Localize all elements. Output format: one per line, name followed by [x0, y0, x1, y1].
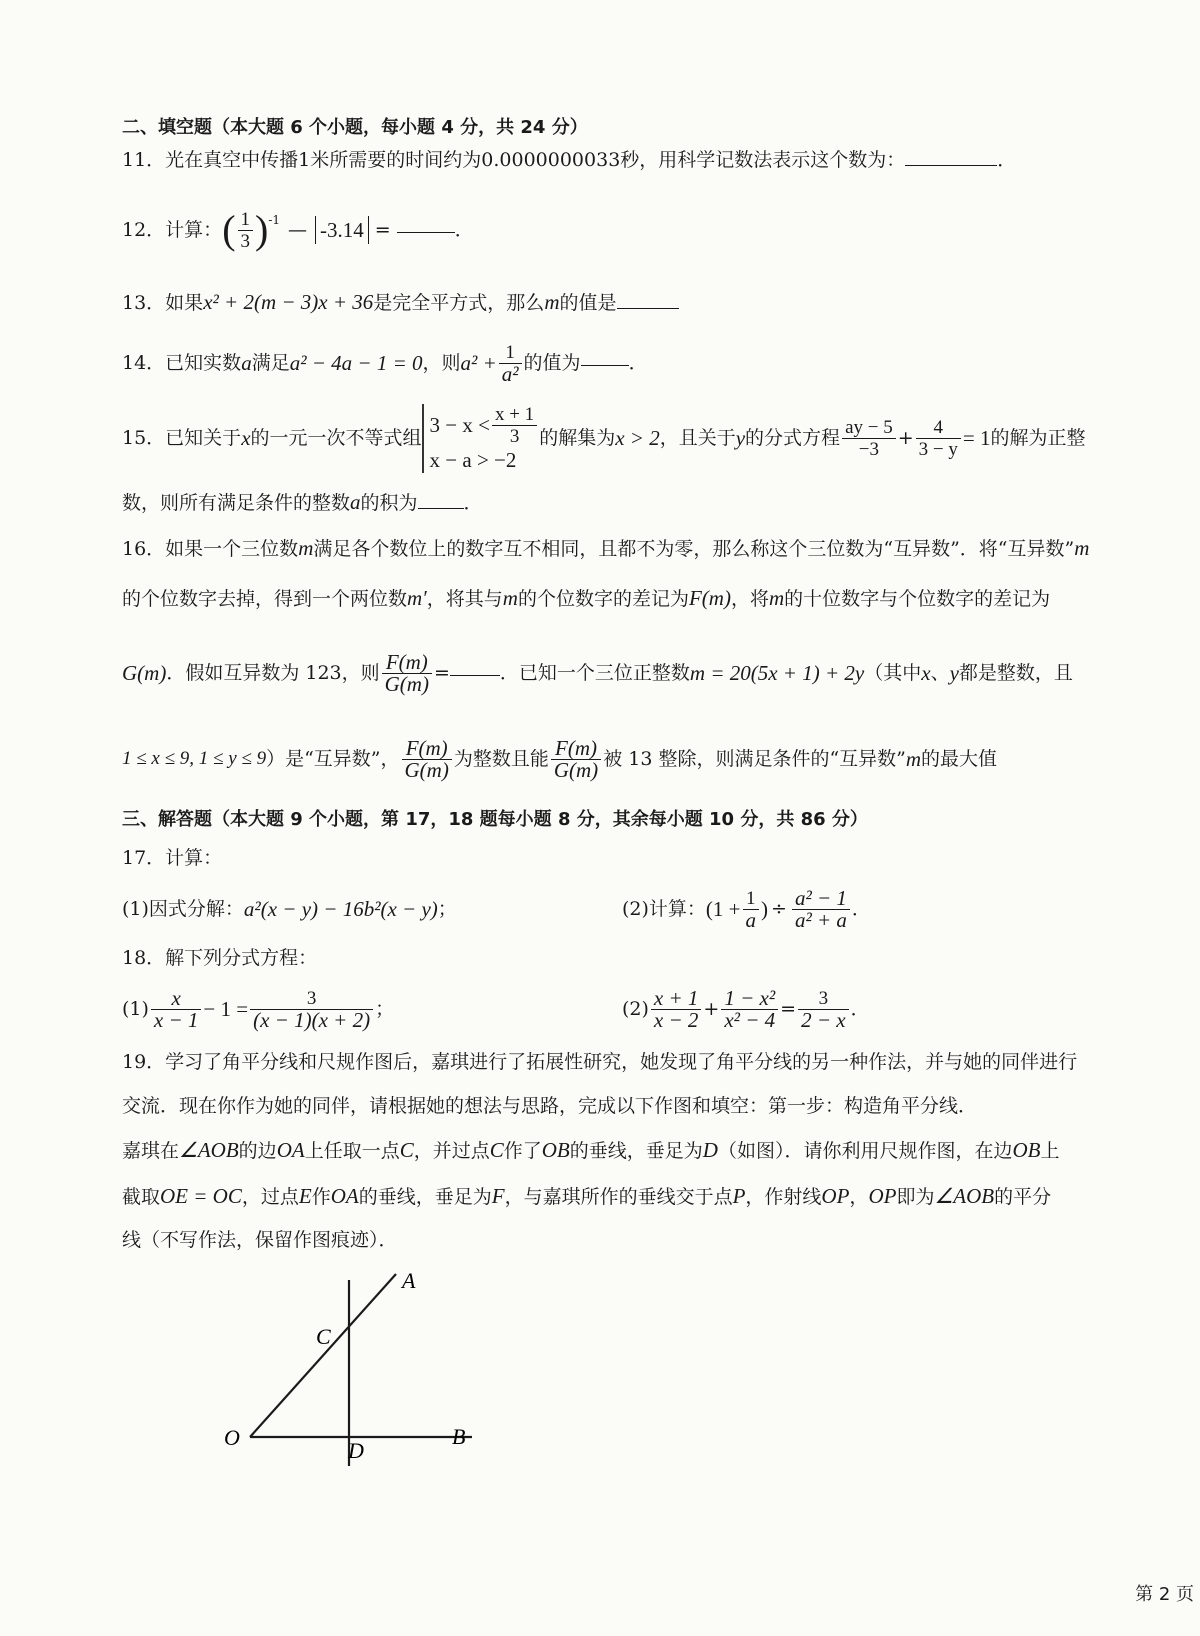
question-14: 14．已知实数 a 满足 a² − 4a − 1 = 0 ，则 a² + $\frac{1}{\text{a²}}$ 的值为 ．: [122, 341, 648, 386]
answer-blank: [581, 361, 629, 366]
label-A: A: [402, 1268, 416, 1293]
answer-blank: [418, 504, 464, 509]
q12-prefix: 12．计算：: [122, 219, 223, 241]
question-19-line-5: 线（不写作法，保留作图痕迹）．: [122, 1229, 398, 1251]
question-19: 19．学习了角平分线和尺规作图后，嘉琪进行了拓展性研究，她发现了角平分线的另一种作法，并与她的同伴进行: [122, 1051, 1078, 1073]
q12-abs: -3.14: [315, 216, 369, 244]
q15-fraction-1: $\frac{ay - 5}{-3}$: [842, 417, 896, 460]
question-18-title: 18．解下列分式方程：: [122, 947, 318, 969]
label-C: C: [316, 1324, 331, 1349]
question-19-line-4: 截取OE = OC，过点E作OA的垂线，垂足为F，与嘉琪所作的垂线交于点P，作射线OP，OP即为∠AOB的平分: [122, 1184, 1052, 1208]
question-13: 13．如果x² + 2(m − 3)x + 36是完全平方式，那么m的值是: [122, 290, 679, 315]
question-16-line-3: G(m) ．假如互异数为 123，则 $\frac{F(m)}{G(m)}$ = ．已知一个三位正整数 m = 20(5x + 1) + 2y （其中 x 、 y 都是整数，且: [122, 649, 1073, 696]
q12-fraction: $\frac{1}{3}$: [238, 209, 254, 252]
q13-expression: x² + 2(m − 3)x + 36: [203, 290, 374, 314]
question-19-line-3: 嘉琪在∠AOB的边OA上任取一点C，并过点C作了OB的垂线，垂足为D（如图）．请你利用尺规作图，在边OB上: [122, 1138, 1060, 1162]
section2-heading: 二、填空题（本大题 6 个小题，每小题 4 分，共 24 分）: [122, 117, 588, 138]
page-number: 第 2 页: [1135, 1584, 1194, 1605]
answer-blank: [905, 161, 997, 166]
question-16-line-2: 的个位数字去掉，得到一个两位数m′，将其与m的个位数字的差记为F(m)，将m的十位数字与个位数字的差记为: [122, 586, 1051, 610]
q17-part2: (2)计算： (1 + $\frac{1}{a}$ ) ÷ $\frac{\text{a² − 1}}{\text{a² + a}}$ ．: [622, 885, 871, 932]
q14-fraction: $\frac{1}{\text{a²}}$: [499, 342, 522, 385]
label-O: O: [224, 1425, 240, 1450]
question-18-parts: (1) $\frac{x}{x - 1}$ − 1 = $\frac{3}{(x - 1)(x + 2)}$ ； (2) $\frac{x + 1}{x - 2}$ + $\frac{\text{1 − x²}}{\text{x² − 4}}$ = $\frac{3}{2 - x}$ ．: [122, 985, 870, 1032]
answer-blank: [397, 228, 455, 233]
q15-inequality-system: 3 − x < $\frac{x + 1}{3}$ x − a > −2: [422, 404, 540, 473]
question-16-line-4: 1 ≤ x ≤ 9, 1 ≤ y ≤ 9 ）是“互异数”， $\frac{F(m)}{G(m)}$ 为整数且能 $\frac{F(m)}{G(m)}$ 被 13 整除，则满足条件的“互异数” m 的最大值: [122, 735, 998, 782]
answer-blank: [617, 304, 679, 309]
q15-fraction-2: $\frac{4}{3 - y}$: [916, 417, 961, 460]
label-D: D: [348, 1438, 364, 1463]
question-17-title: 17．计算：: [122, 847, 223, 869]
q12-exponent: -1: [268, 213, 281, 227]
q14-equation: a² − 4a − 1 = 0: [289, 351, 423, 375]
question-16: 16．如果一个三位数m满足各个数位上的数字互不相同，且都不为零，那么称这个三位数为“互异数”．将“互异数”m: [122, 536, 1090, 560]
q11-text: 11．光在真空中传播1米所需要的时间约为0.0000000033秒，用科学记数法表示这个数为：: [122, 149, 906, 171]
label-B: B: [452, 1424, 466, 1449]
question-15-line-2: 数，则所有满足条件的整数a的积为 ．: [122, 490, 483, 514]
angle-figure: [220, 1260, 500, 1490]
answer-blank: [450, 671, 500, 676]
question-12: 12．计算： ( $\frac{1}{3}$ ) $^{-1}$ — -3.14 = ．: [122, 207, 474, 252]
q17-part1-expression: a²(x − y) − 16b²(x − y): [243, 897, 438, 921]
question-19-line-2: 交流．现在你作为她的同伴，请根据她的想法与思路，完成以下作图和填空：第一步：构造角平分线．: [122, 1095, 978, 1117]
question-17-parts: (1)因式分解： a²(x − y) − 16b²(x − y) ； (2)计算： (1 + $\frac{1}{a}$ ) ÷ $\frac{\text{a² − 1}}{\text{a² + a}}$ ．: [122, 885, 871, 932]
question-15: 15．已知关于 x 的一元一次不等式组 3 − x < $\frac{x + 1}{3}$ x − a > −2 的解集为 x > 2 ，且关于 y 的分式方程 $\frac{ay - 5}{-3}$ + $\frac{4}{3 - y}$ = 1 的解为正整: [122, 403, 1086, 472]
q16-fraction: $\frac{F(m)}{G(m)}$: [382, 652, 432, 695]
q18-part2: (2) $\frac{x + 1}{x - 2}$ + $\frac{\text{1 − x²}}{\text{x² − 4}}$ = $\frac{3}{2 - x}$ ．: [622, 985, 870, 1032]
question-11: 11．光在真空中传播1米所需要的时间约为0.0000000033秒，用科学记数法表示这个数为： ．: [122, 149, 1017, 171]
ray-OA: [250, 1274, 396, 1437]
section3-heading: 三、解答题（本大题 9 个小题，第 17，18 题每小题 8 分，其余每小题 10 分，共 86 分）: [122, 809, 868, 830]
